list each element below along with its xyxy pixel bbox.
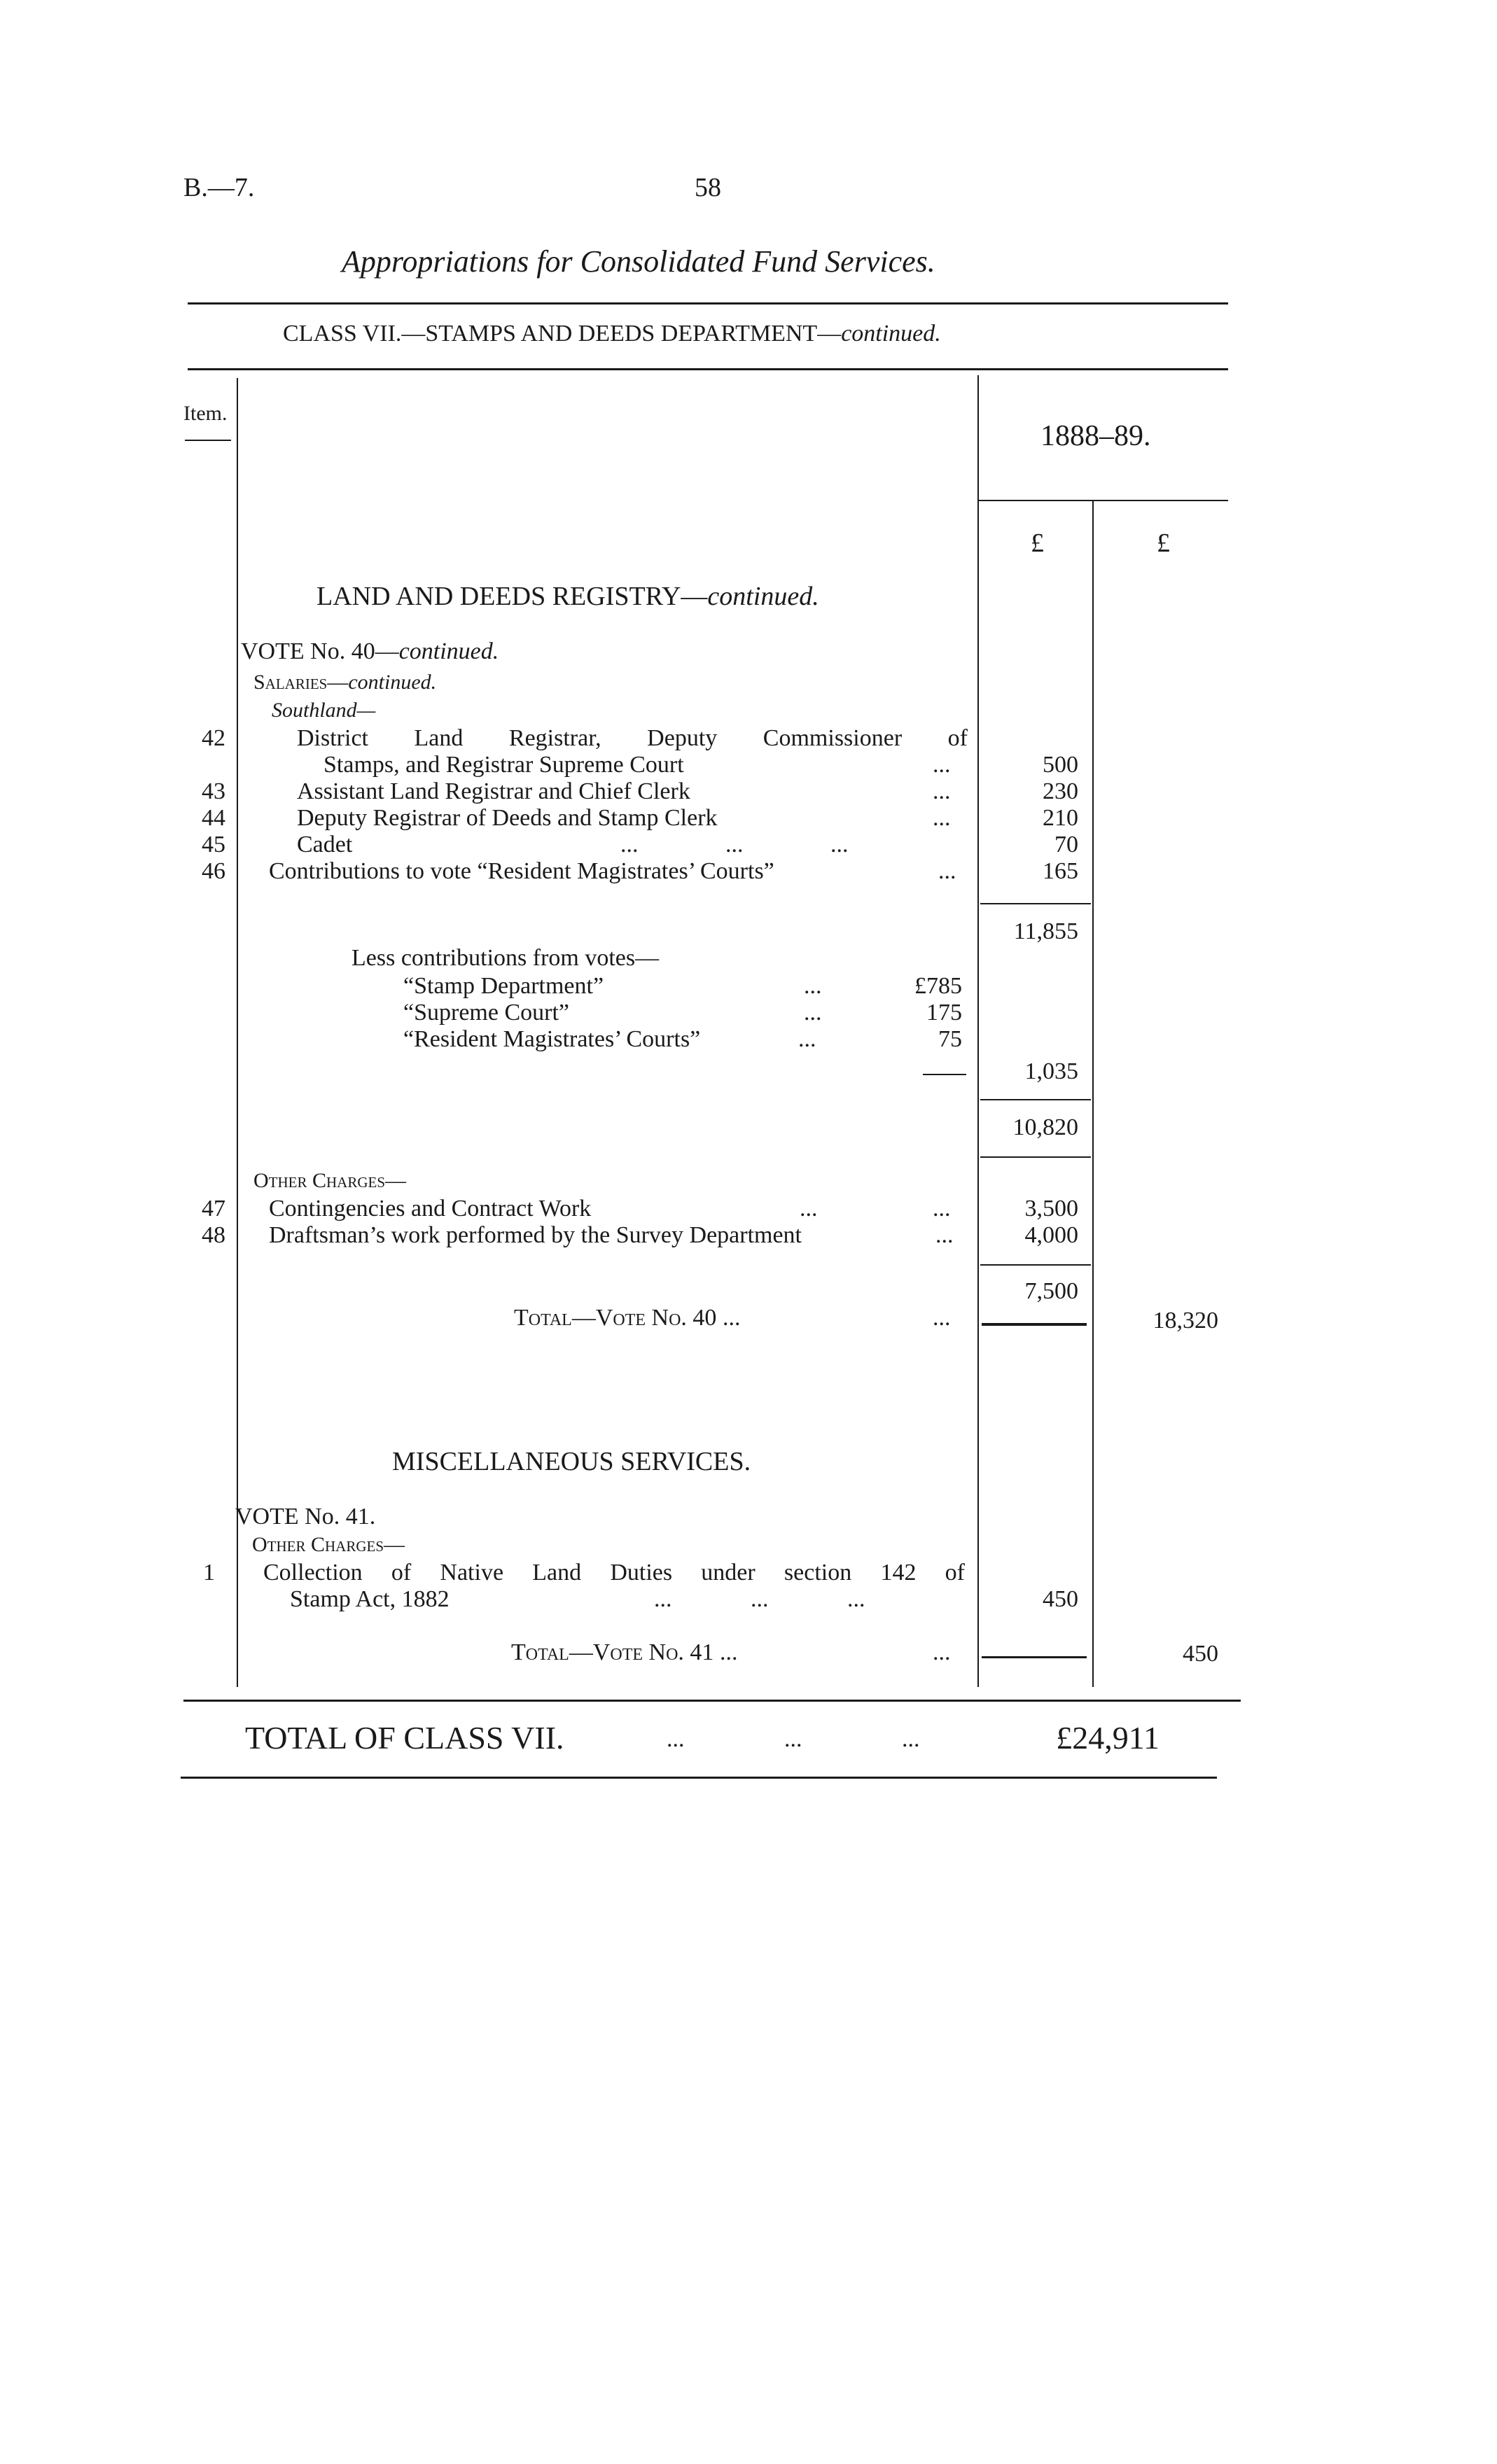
document-reference: B.—7. [183,173,255,202]
item-number: 47 [202,1196,225,1222]
less-supreme-amount: 175 [926,1000,962,1026]
dot-leader: ... [933,778,951,804]
dot-leader: ... [933,1639,951,1665]
amount-column-divider [977,375,979,1687]
salaries-heading [253,671,436,694]
miscellaneous-services-heading: MISCELLANEOUS SERVICES. [392,1447,751,1476]
other-charges-total: 7,500 [1024,1278,1078,1304]
land-deeds-heading-text: LAND AND DEEDS REGISTRY— [316,582,708,611]
vote-40-title-text: VOTE No. 40— [241,638,399,664]
salaries-heading-continued: continued. [348,671,437,694]
item-48-label: Draftsman’s work performed by the Survey Department [269,1222,802,1248]
salaries-heading-text: Salaries— [253,671,349,694]
less-contributions-total: 1,035 [1024,1058,1078,1084]
year-rule [979,500,1228,501]
dot-leader: ... [804,973,822,999]
item-number: 42 [202,725,225,751]
less-resident-magistrates: “Resident Magistrates’ Courts” [403,1026,701,1052]
dot-leader: ... [800,1196,818,1222]
class-heading-continued: continued. [841,321,941,346]
grand-total-top-rule [183,1700,1241,1702]
subtotal-rule [980,903,1091,904]
net-salaries: 10,820 [1012,1114,1078,1140]
item-number: 44 [202,805,225,831]
page-number: 58 [695,173,721,202]
dot-leader: ... [938,858,956,884]
vote-40-total-amount: 18,320 [1153,1308,1218,1334]
less-supreme-court: “Supreme Court” [403,1000,569,1026]
land-deeds-heading [316,582,819,610]
less-magistrates-amount: 75 [938,1026,962,1052]
less-stamp-department: “Stamp Department” [403,973,604,999]
class-heading-text: CLASS VII.—STAMPS AND DEEDS DEPARTMENT— [283,321,842,346]
net-rule-bottom [980,1156,1091,1158]
item-number: 48 [202,1222,225,1248]
less-total-rule [923,1074,966,1075]
amount-item-47: 3,500 [1024,1196,1078,1222]
dot-leader: ... [719,1639,738,1665]
item-47-label: Contingencies and Contract Work [269,1196,592,1222]
vote-40-total-label [514,1305,740,1331]
dot-leader: ... [798,1026,816,1052]
grand-total-label: TOTAL OF CLASS VII. [245,1720,564,1756]
item-43-label: Assistant Land Registrar and Chief Clerk [297,778,690,804]
amount-item-48: 4,000 [1024,1222,1078,1248]
vote-41-item-amount: 450 [1043,1586,1078,1612]
item-42-line2: Stamps, and Registrar Supreme Court [323,752,684,778]
other-charges-heading: Other Charges— [253,1169,407,1192]
item-column-header: Item. [183,402,228,425]
pound-sign-col1: £ [1031,528,1044,558]
salaries-subtotal: 11,855 [1013,918,1078,944]
vote-40-total-rule [982,1323,1087,1326]
net-rule-top [980,1099,1091,1100]
table-top-rule [188,368,1228,370]
other-charges-rule [980,1264,1091,1266]
dot-leader: ... [933,1196,951,1222]
amount-item-44: 210 [1043,805,1078,831]
vote-41-title: VOTE No. 41. [235,1504,376,1530]
item-number: 43 [202,778,225,804]
land-deeds-heading-continued: continued. [707,582,819,611]
dot-leader: ... [933,1305,951,1331]
item-44-label: Deputy Registrar of Deeds and Stamp Clerk [297,805,718,831]
class-heading [283,321,941,347]
vote-40-title-continued: continued. [398,638,499,664]
dot-leader: ... [804,1000,822,1026]
less-stamp-amount: £785 [914,973,962,999]
southland-heading: Southland— [272,699,376,722]
dot-leaders: ... ... ... [620,832,849,858]
grand-total-bottom-rule [181,1777,1217,1779]
grand-total-amount: £24,911 [1056,1720,1160,1756]
vote-41-total-rule [982,1656,1087,1658]
item-46-label: Contributions to vote “Resident Magistrates’ Courts” [269,858,774,884]
item-number: 1 [203,1560,215,1586]
pound-sign-col2: £ [1157,528,1170,558]
item-number: 45 [202,832,225,858]
vote-41-item-line2: Stamp Act, 1882 [290,1586,450,1612]
amount-item-42: 500 [1043,752,1078,778]
item-45-label: Cadet [297,832,353,858]
year-header: 1888–89. [1040,420,1151,452]
less-contributions-label: Less contributions from votes— [351,945,660,971]
item-42-line1: District Land Registrar, Deputy Commissioner of [297,725,968,751]
item-column-divider [237,378,238,1687]
vote-41-item-line1: Collection of Native Land Duties under section 142 of [263,1560,965,1586]
item-header-rule [185,440,231,441]
vote-40-title [241,638,499,665]
dot-leaders: ... ... ... [667,1726,920,1752]
amount-item-43: 230 [1043,778,1078,804]
dot-leader: ... [933,752,951,778]
vote-41-total-text: Total—Vote No. 41 [511,1639,714,1665]
dot-leader: ... [933,805,951,831]
vote-41-total-label [511,1639,737,1666]
dot-leader: ... [722,1305,741,1331]
title-rule [188,302,1228,304]
item-number: 46 [202,858,225,884]
dot-leader: ... [935,1222,954,1248]
page-title: Appropriations for Consolidated Fund Services. [342,244,935,279]
vote-41-total-amount: 450 [1183,1641,1218,1667]
vote-41-other-charges: Other Charges— [252,1533,405,1556]
amount-item-46: 165 [1043,858,1078,884]
subcolumn-divider [1092,501,1094,1687]
amount-item-45: 70 [1054,832,1078,858]
vote-40-total-text: Total—Vote No. 40 [514,1305,717,1331]
dot-leaders: ... ... ... [654,1586,865,1612]
